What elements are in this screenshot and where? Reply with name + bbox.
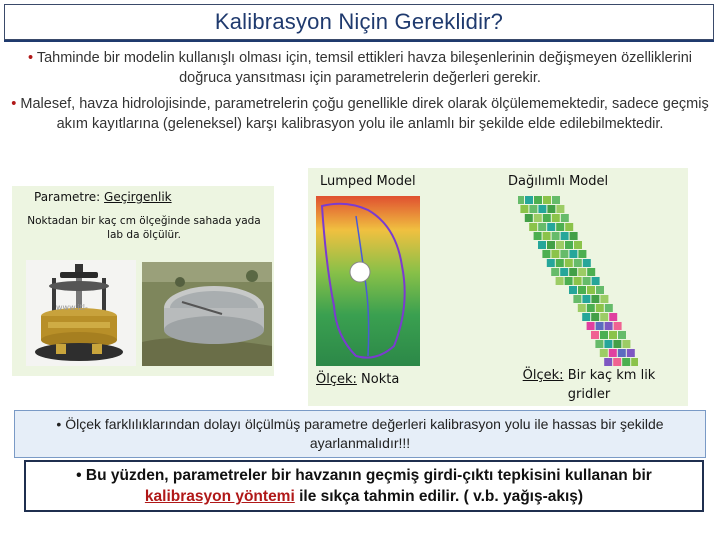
grid-cell: [525, 214, 533, 222]
grid-cell: [561, 214, 569, 222]
grid-cell: [551, 268, 559, 276]
grid-cell: [587, 304, 595, 312]
grid-cell: [600, 349, 608, 357]
grid-cell: [595, 340, 603, 348]
grid-cell: [591, 331, 599, 339]
distributed-scale-value: Bir kaç km lik gridler: [567, 368, 656, 402]
grid-cell: [543, 214, 551, 222]
paragraph-1-text: Tahminde bir modelin kullanışlı olması için, temsil ettikleri havza bileşenlerinin değişmeyen özelliklerini doğruca yansıtması için parametrelerin değerleri gerekir.: [36, 50, 693, 86]
grid-cell: [622, 358, 630, 366]
grid-cell: [570, 232, 578, 240]
lumped-scale: [316, 372, 399, 387]
summary: [26, 465, 702, 507]
bullet-icon: •: [27, 50, 34, 66]
grid-cell: [600, 331, 608, 339]
grid-cell: [538, 205, 546, 213]
grid-cell: [578, 286, 586, 294]
grid-cell: [560, 250, 568, 258]
grid-cell: [556, 241, 564, 249]
grid-cell: [596, 322, 604, 330]
title-box: [4, 4, 714, 40]
bullet-icon: •: [11, 96, 17, 112]
page-title: Kalibrasyon Niçin Gereklidir?: [214, 9, 504, 34]
grid-cell: [556, 205, 564, 213]
paragraph-2: [6, 94, 714, 134]
parameter-title-prefix: Parametre:: [34, 190, 101, 204]
lumped-watershed-illustration: [316, 196, 420, 366]
scale-note: [15, 415, 705, 453]
grid-cell: [583, 277, 591, 285]
grid-cell: [609, 331, 617, 339]
grid-cell: [604, 340, 612, 348]
grid-cell: [600, 313, 608, 321]
parameter-title-value: Geçirgenlik: [104, 190, 172, 204]
model-comparison-panel: [308, 168, 688, 406]
grid-cell: [600, 295, 608, 303]
permeameter-image: [26, 260, 136, 366]
grid-cell: [569, 268, 577, 276]
grid-cell: [529, 223, 537, 231]
scale-note-box: [14, 410, 706, 458]
distributed-scale-prefix: Ölçek:: [522, 368, 564, 383]
grid-cell: [627, 349, 635, 357]
grid-cell: [609, 313, 617, 321]
grid-cell: [552, 232, 560, 240]
summary-highlight: kalibrasyon yöntemi: [144, 488, 295, 505]
grid-cell: [578, 250, 586, 258]
grid-cell: [547, 241, 555, 249]
watermark-text: www.itl-: [56, 303, 88, 312]
grid-cell: [582, 313, 590, 321]
grid-cell: [613, 340, 621, 348]
lumped-model-map: [316, 196, 420, 366]
field-infiltrometer-illustration: [142, 262, 272, 366]
grid-cell: [578, 304, 586, 312]
summary-before: Bu yüzden, parametreler bir havzanın geçmiş girdi-çıktı tepkisini kullanan bir: [85, 467, 652, 484]
grid-cell: [556, 277, 564, 285]
grid-cell: [583, 259, 591, 267]
grid-cell: [578, 268, 586, 276]
grid-cell: [622, 340, 630, 348]
grid-cell: [556, 259, 564, 267]
bullet-icon: •: [56, 416, 62, 432]
grid-cell: [556, 223, 564, 231]
grid-cell: [552, 196, 560, 204]
grid-cell: [596, 304, 604, 312]
grid-cell: [525, 196, 533, 204]
grid-cell: [538, 223, 546, 231]
parameter-title: [34, 190, 274, 204]
summary-box: [24, 460, 704, 512]
grid-cell: [587, 268, 595, 276]
grid-cell: [520, 205, 528, 213]
field-infiltrometer-image: [142, 262, 272, 366]
title-underline: [4, 40, 714, 42]
grid-cell: [604, 358, 612, 366]
permeameter-illustration: [26, 260, 136, 366]
grid-cell: [618, 331, 626, 339]
grid-cell: [591, 313, 599, 321]
grid-cell: [574, 277, 582, 285]
grid-cell: [605, 322, 613, 330]
grid-cell: [569, 286, 577, 294]
distributed-grid-illustration: [518, 194, 638, 370]
grid-cell: [631, 358, 638, 366]
grid-cell: [565, 223, 573, 231]
distributed-scale: [504, 366, 674, 404]
grid-cell: [518, 196, 524, 204]
grid-cell: [543, 196, 551, 204]
grid-cell: [592, 277, 600, 285]
grid-cell: [574, 259, 582, 267]
grid-cell: [551, 250, 559, 258]
summary-after: ile sıkça tahmin edilir. ( v.b. yağış-akış): [299, 488, 584, 505]
grid-cell: [573, 295, 581, 303]
grid-cell: [565, 277, 573, 285]
distributed-model-grid: [518, 194, 638, 370]
grid-cell: [534, 196, 542, 204]
scale-note-text: Ölçek farklılıklarından dolayı ölçülmüş parametre değerleri kalibrasyon yolu ile hassas bir şekilde ayarlanmalıdır!!!: [65, 416, 664, 451]
grid-cell: [560, 268, 568, 276]
paragraph-2-text: Malesef, havza hidrolojisinde, parametrelerin çoğu genellikle direk olarak ölçülememektedir, sadece geçmiş akım kayıtlarına (geleneksel) karşı kalibrasyon yolu ile anlamlı bir şekilde elde edilebilmektedir.: [20, 96, 709, 132]
lumped-scale-value: Nokta: [361, 372, 400, 387]
grid-cell: [587, 286, 595, 294]
bullet-icon: •: [76, 467, 82, 484]
parameter-panel: [12, 186, 274, 376]
grid-cell: [596, 286, 604, 294]
parameter-description: Noktadan bir kaç cm ölçeğinde sahada yada lab da ölçülür.: [27, 215, 261, 241]
grid-cell: [582, 295, 590, 303]
grid-cell: [605, 304, 613, 312]
grid-cell: [547, 259, 555, 267]
grid-cell: [587, 322, 595, 330]
grid-cell: [561, 232, 569, 240]
grid-cell: [591, 295, 599, 303]
grid-cell: [614, 322, 622, 330]
grid-cell: [574, 241, 582, 249]
grid-cell: [543, 232, 551, 240]
grid-cell: [534, 214, 542, 222]
grid-cell: [534, 232, 542, 240]
grid-cell: [542, 250, 550, 258]
grid-cell: [565, 241, 573, 249]
grid-cell: [547, 205, 555, 213]
lumped-scale-prefix: Ölçek:: [316, 372, 357, 387]
grid-cell: [552, 214, 560, 222]
grid-cell: [547, 223, 555, 231]
grid-cell: [609, 349, 617, 357]
grid-cell: [565, 259, 573, 267]
grid-cell: [613, 358, 621, 366]
distributed-model-label: Dağılımlı Model: [508, 174, 609, 189]
grid-cell: [538, 241, 546, 249]
grid-cell: [529, 205, 537, 213]
grid-cell: [618, 349, 626, 357]
paragraph-1: [10, 48, 710, 88]
lumped-model-label: Lumped Model: [320, 174, 416, 189]
grid-cell: [569, 250, 577, 258]
